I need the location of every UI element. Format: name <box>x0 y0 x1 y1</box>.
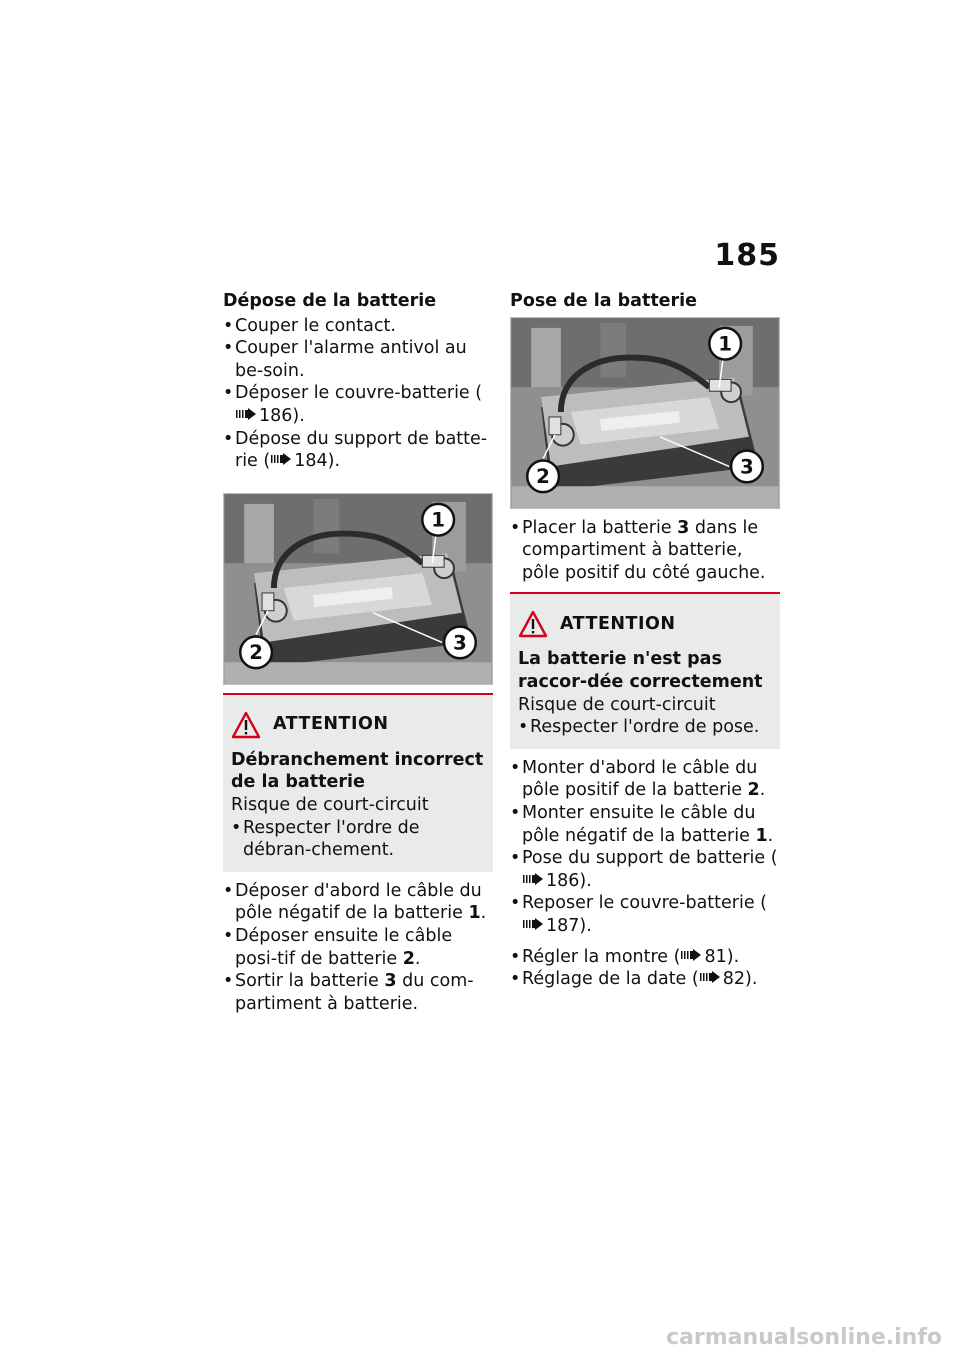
page-reference-link[interactable]: 187 <box>546 915 580 936</box>
list-item: • Respecter l'ordre de débran-chement. <box>231 817 485 862</box>
page-reference-link[interactable]: 81 <box>704 946 727 967</box>
warning-text: Risque de court-circuit <box>518 694 716 715</box>
figure-callout-3: 3 <box>453 631 467 655</box>
warning-text: Risque de court-circuit <box>231 794 429 815</box>
watermark: carmanualsonline.info <box>666 1325 942 1350</box>
figure-callout-1: 1 <box>718 332 733 356</box>
list-item: • Dépose du support de batte-rie ( 184). <box>223 428 493 473</box>
page-reference-link[interactable]: 186 <box>259 405 293 426</box>
page-reference-icon <box>681 949 701 961</box>
page-reference-link[interactable]: 184 <box>294 451 328 472</box>
warning-subtitle: La batterie n'est pas raccor-dée correctement <box>518 649 763 692</box>
page-reference-icon <box>523 918 543 930</box>
warning-box <box>223 693 493 872</box>
list-item: • Déposer le couvre-batterie (186). <box>223 382 493 427</box>
list-item: • Placer la batterie 3 dans le compartiment à batterie, pôle positif du côté gauche. <box>510 517 780 585</box>
list-item: • Régler la montre ( 81). <box>510 946 780 969</box>
figure-callout-2: 2 <box>536 464 550 488</box>
warning-triangle-icon <box>231 711 261 739</box>
list-item: • Déposer ensuite le câble posi-tif de batterie 2. <box>223 925 493 970</box>
list-item: • Couper le contact. <box>223 315 493 338</box>
page-reference-icon <box>523 873 543 885</box>
list-item: • Respecter l'ordre de pose. <box>518 716 772 739</box>
page-reference-icon <box>271 453 291 465</box>
list-item: • Sortir la batterie 3 du com-partiment à batterie. <box>223 970 493 1015</box>
page-reference-icon <box>700 971 720 983</box>
installation-steps-list <box>510 517 780 585</box>
battery-installation-image <box>510 317 780 509</box>
list-item: • Monter d'abord le câble du pôle positif de la batterie 2. <box>510 757 780 802</box>
section-heading-removal: Dépose de la batterie <box>223 291 437 311</box>
warning-triangle-icon <box>518 610 548 638</box>
page-reference-link[interactable]: 82 <box>722 969 745 990</box>
installation-order-list <box>510 757 780 938</box>
figure-callout-1: 1 <box>431 508 446 532</box>
right-column <box>510 290 780 991</box>
figure-callout-2: 2 <box>249 641 263 665</box>
warning-box <box>510 592 780 748</box>
warning-title: ATTENTION <box>273 714 389 735</box>
warning-title: ATTENTION <box>560 614 676 635</box>
left-column <box>223 290 493 1015</box>
clock-settings-list <box>510 946 780 991</box>
figure-callout-3: 3 <box>740 454 754 478</box>
page-reference-link[interactable]: 186 <box>546 870 580 891</box>
warning-subtitle: Débranchement incorrect de la batterie <box>231 749 484 793</box>
list-item: • Monter ensuite le câble du pôle négatif de la batterie 1. <box>510 802 780 847</box>
list-item: • Réglage de la date ( 82). <box>510 968 780 991</box>
list-item: • Déposer d'abord le câble du pôle négatif de la batterie 1. <box>223 880 493 925</box>
page-reference-icon <box>236 408 256 420</box>
battery-removal-image <box>223 493 493 685</box>
list-item: • Couper l'alarme antivol au be-soin. <box>223 337 493 382</box>
section-heading-installation: Pose de la batterie <box>510 291 698 311</box>
list-item: • Pose du support de batterie (186). <box>510 847 780 892</box>
removal-steps-list <box>223 315 493 473</box>
removal-order-list <box>223 880 493 1016</box>
list-item: • Reposer le couvre-batterie (187). <box>510 892 780 937</box>
page-number: 185 <box>714 238 780 273</box>
